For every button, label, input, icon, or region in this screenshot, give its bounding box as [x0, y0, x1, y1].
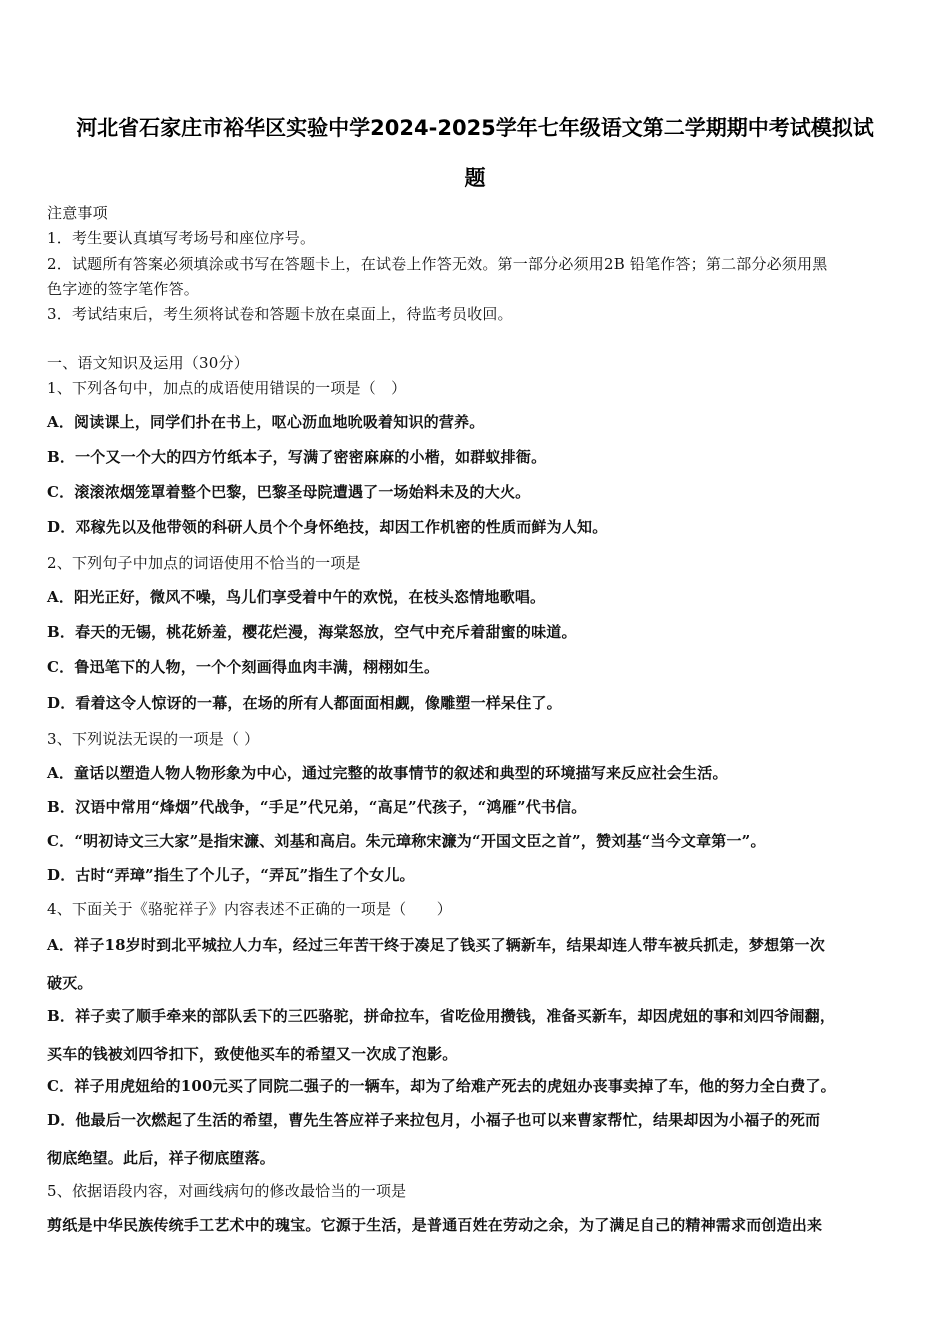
question-option: D．邓稼先以及他带领的科研人员个个身怀绝技，却因工作机密的性质而鲜为人知。 [47, 518, 608, 536]
notice-item: 1．考生要认真填写考场号和座位序号。 [47, 229, 316, 247]
question-option: C．鲁迅笔下的人物，一个个刻画得血肉丰满，栩栩如生。 [47, 658, 440, 676]
question-stem: 4、下面关于《骆驼祥子》内容表述不正确的一项是（ ） [47, 900, 452, 918]
question-option-continuation: 彻底绝望。此后，祥子彻底堕落。 [47, 1149, 276, 1167]
question-option: B．汉语中常用“烽烟”代战争，“手足”代兄弟，“高足”代孩子，“鸿雁”代书信。 [47, 798, 587, 816]
passage-text: 剪纸是中华民族传统手工艺术中的瑰宝。它源于生活，是普通百姓在劳动之余，为了满足自己的精神需求而创造出来 [47, 1216, 823, 1234]
notice-heading: 注意事项 [47, 204, 108, 222]
question-option: D．古时“弄璋”指生了个儿子，“弄瓦”指生了个女儿。 [47, 866, 415, 884]
notice-item: 2．试题所有答案必须填涂或书写在答题卡上，在试卷上作答无效。第一部分必须用2B 铅笔作答；第二部分必须用黑 [47, 255, 828, 273]
question-option: C．“明初诗文三大家”是指宋濂、刘基和高启。朱元璋称宋濂为“开国文臣之首”，赞刘基“当今文章第一”。 [47, 832, 766, 850]
question-option: B．春天的无锡，桃花娇羞，樱花烂漫，海棠怒放，空气中充斥着甜蜜的味道。 [47, 623, 577, 641]
question-option: D．他最后一次燃起了生活的希望，曹先生答应祥子来拉包月，小福子也可以来曹家帮忙，结果却因为小福子的死而 [47, 1111, 821, 1129]
question-stem: 1、下列各句中，加点的成语使用错误的一项是（ ） [47, 379, 407, 397]
question-option: B．一个又一个大的四方竹纸本子，写满了密密麻麻的小楷，如群蚁排衙。 [47, 448, 547, 466]
section-heading: 一、语文知识及运用（30分） [47, 354, 249, 372]
question-option: A．阳光正好，微风不噪，鸟儿们享受着中午的欢悦，在枝头恣情地歌唱。 [47, 588, 546, 606]
question-option: A．阅读课上，同学们扑在书上，呕心沥血地吮吸着知识的营养。 [47, 413, 485, 431]
question-option: C．祥子用虎妞给的100元买了同院二强子的一辆车，却为了给难产死去的虎妞办丧事卖掉了车，他的努力全白费了。 [47, 1077, 836, 1095]
question-stem: 5、依据语段内容，对画线病句的修改最恰当的一项是 [47, 1182, 407, 1200]
notice-item: 3．考试结束后，考生须将试卷和答题卡放在桌面上，待监考员收回。 [47, 305, 513, 323]
question-option-continuation: 买车的钱被刘四爷扣下，致使他买车的希望又一次成了泡影。 [47, 1045, 458, 1063]
notice-item: 色字迹的签字笔作答。 [47, 280, 200, 298]
question-stem: 2、下列句子中加点的词语使用不恰当的一项是 [47, 554, 361, 572]
page-title-line-1: 河北省石家庄市裕华区实验中学2024-2025学年七年级语文第二学期期中考试模拟试 [76, 116, 874, 140]
question-option-continuation: 破灭。 [47, 974, 93, 992]
question-option: B．祥子卖了顺手牵来的部队丢下的三匹骆驼，拼命拉车，省吃俭用攒钱，准备买新车，却因虎妞的事和刘四爷闹翻， [47, 1007, 836, 1025]
page-title-line-2: 题 [464, 166, 486, 190]
question-option: A．祥子18岁时到北平城拉人力车，经过三年苦干终于凑足了钱买了辆新车，结果却连人带车被兵抓走，梦想第一次 [47, 936, 825, 954]
question-option: A．童话以塑造人物人物形象为中心，通过完整的故事情节的叙述和典型的环境描写来反应社会生活。 [47, 764, 728, 782]
question-option: C．滚滚浓烟笼罩着整个巴黎，巴黎圣母院遭遇了一场始料未及的大火。 [47, 483, 531, 501]
question-stem: 3、下列说法无误的一项是（ ） [47, 730, 260, 748]
question-option: D．看着这令人惊讶的一幕，在场的所有人都面面相觑，像雕塑一样呆住了。 [47, 694, 562, 712]
